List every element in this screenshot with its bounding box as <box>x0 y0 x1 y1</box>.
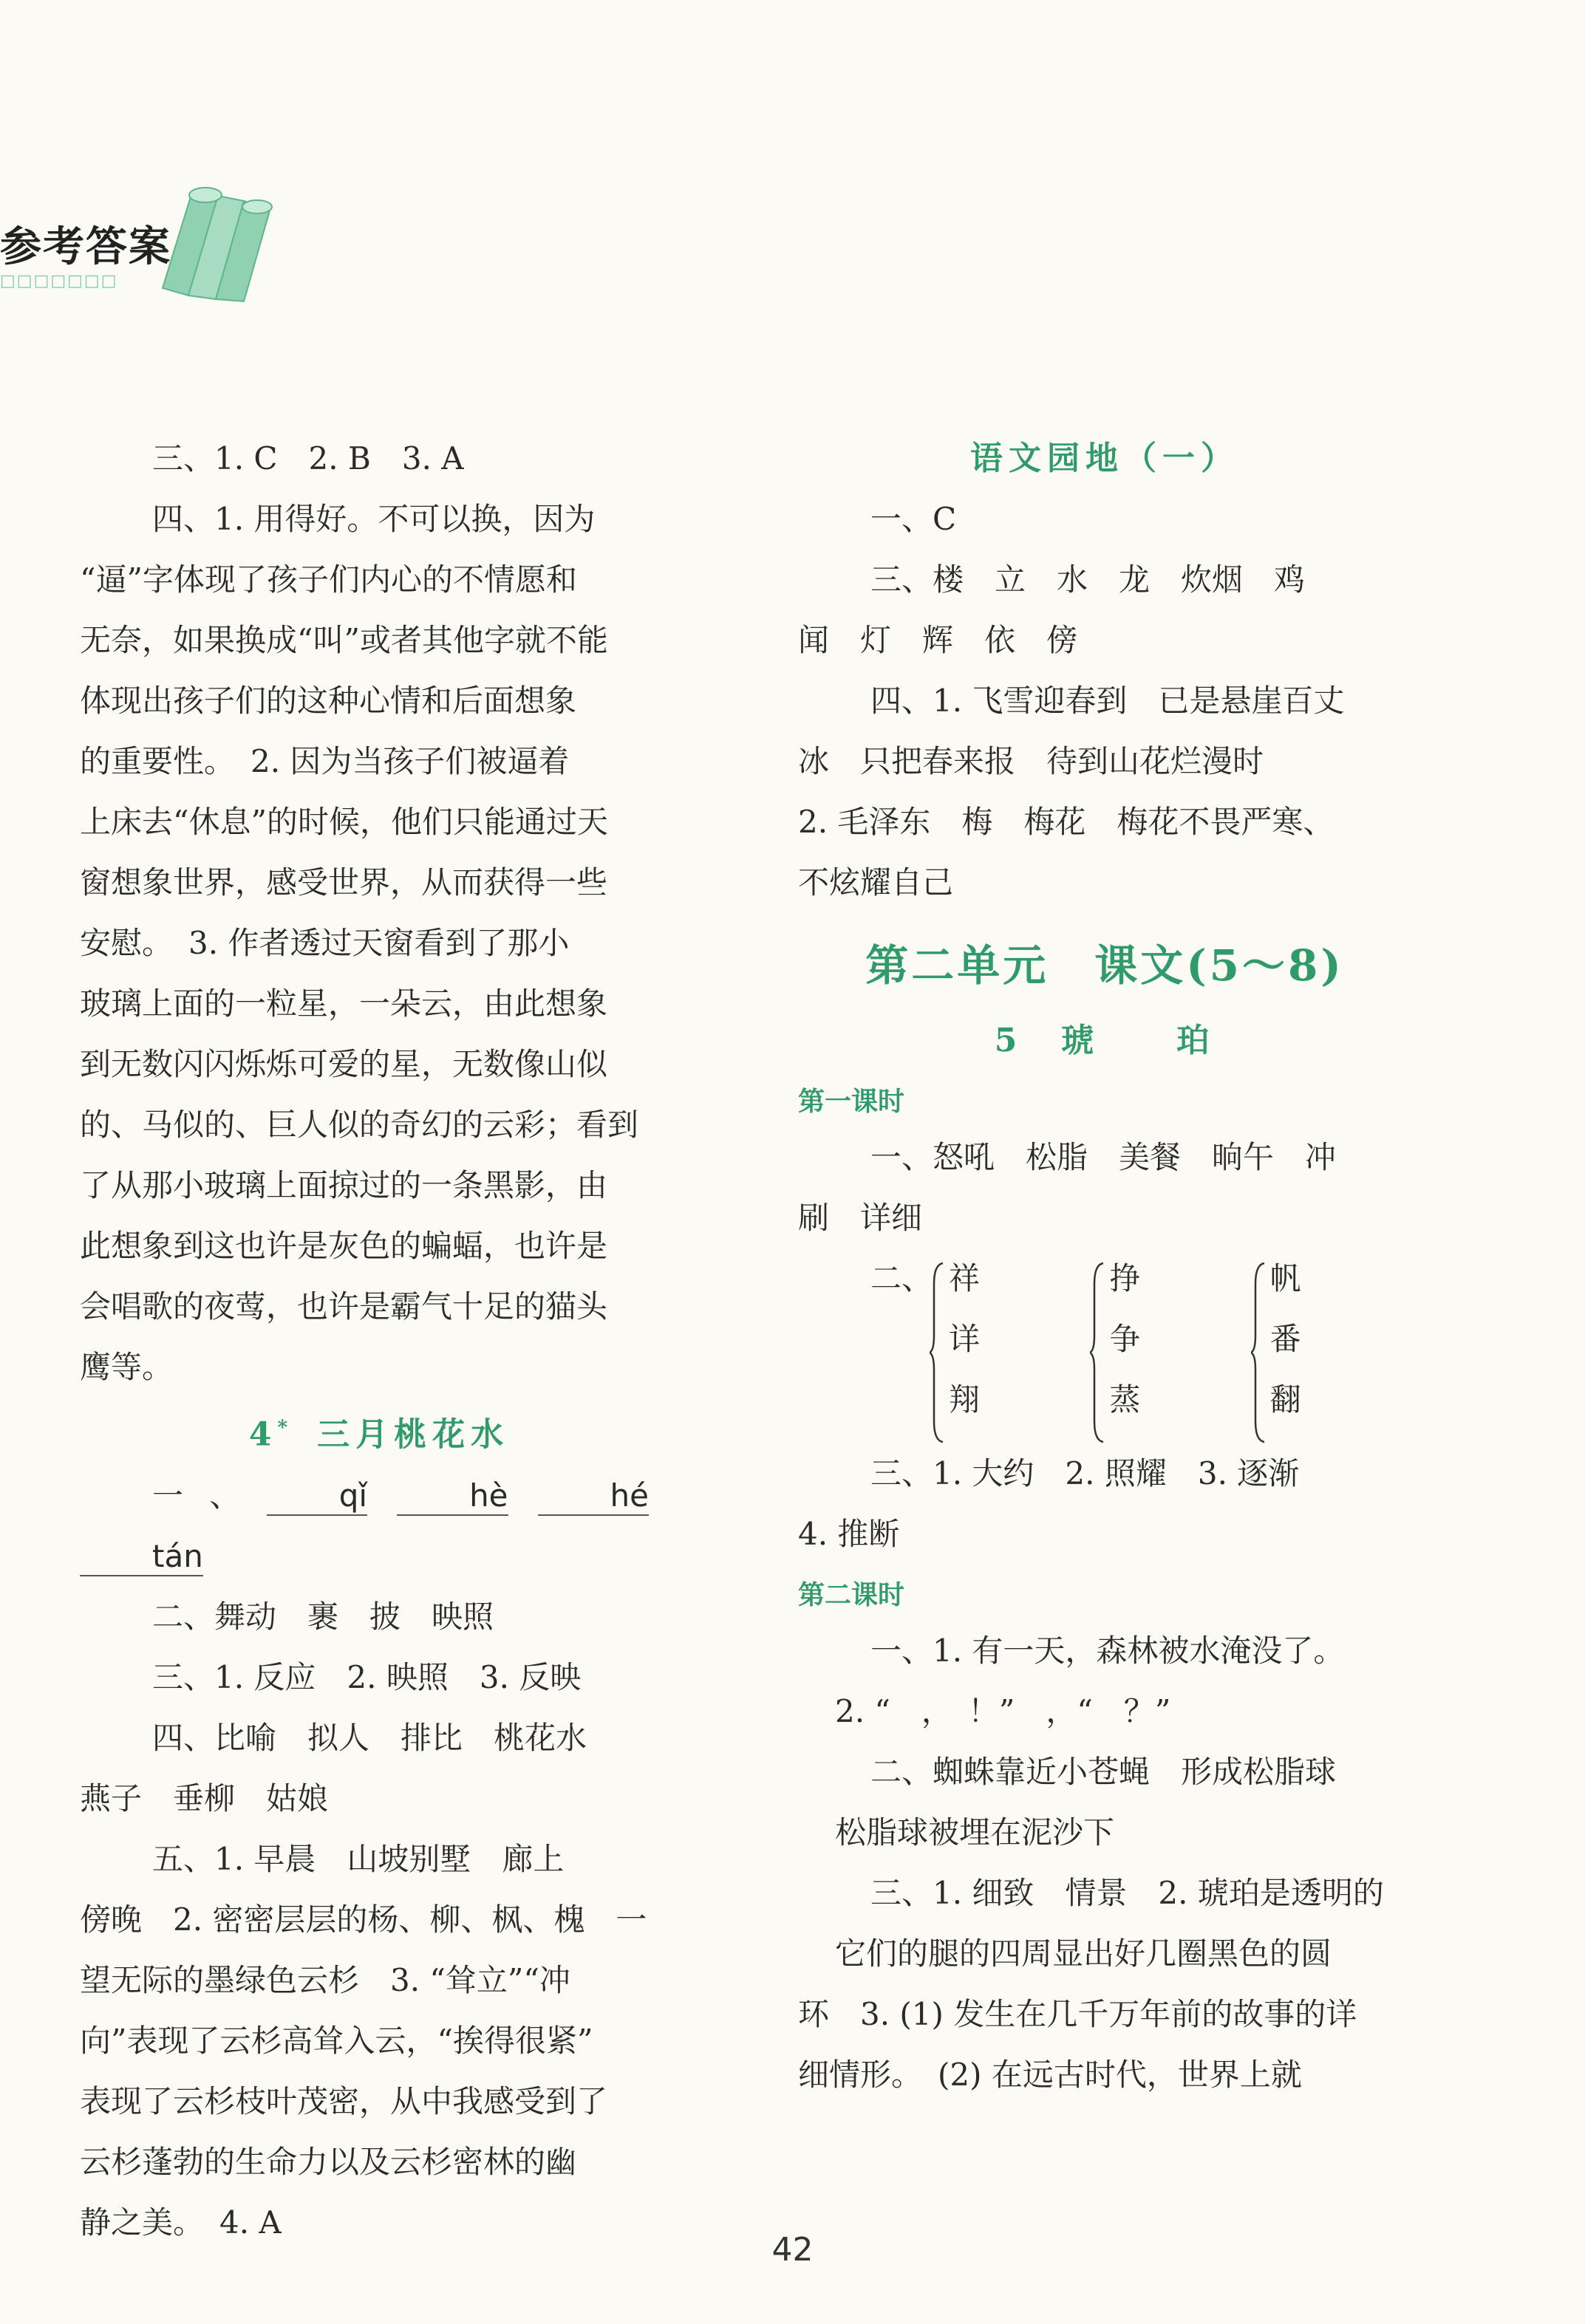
left-brace-icon <box>1251 1262 1267 1443</box>
brace-group-2: 挣 争 蒸 <box>1090 1248 1250 1443</box>
brace-group-1: 祥 详 翔 <box>930 1248 1090 1443</box>
pinyin-1: qǐ <box>267 1477 367 1516</box>
answer-yi-pinyin: 一、 qǐ hè hétán <box>80 1466 678 1587</box>
pinyin-4: tán <box>80 1538 203 1576</box>
lesson-5-title: 5 琥 珀 <box>994 1022 1216 1059</box>
answer-l2-yi: 一、1. 有一天，森林被水淹没了。 2. “ ， ！” ，“ ？” <box>835 1633 1345 1729</box>
answer-wu: 五、1. 早晨 山坡别墅 廊上 傍晚 2. 密密层层的杨、柳、枫、槐 一 望无际的墨绿色云杉 3. “耸立”“冲 向”表现了云杉高耸入云，“挨得很紧” 表现了云杉枝叶茂密，从中我感受到了 云杉蓬勃的生命力以及云杉密林的幽 静之美。 4. A <box>80 1840 647 2241</box>
left-brace-icon <box>1090 1262 1106 1443</box>
answer-si-2: 四、比喻 拟人 排比 桃花水 燕子 垂柳 姑娘 <box>80 1719 587 1817</box>
pinyin-3: hé <box>538 1477 649 1516</box>
left-column <box>80 428 678 2253</box>
answer-si: 四、1. 用得好。不可以换，因为 “逼”字体现了孩子们内心的不情愿和 无奈，如果换成“叫”或者其他字就不能 体现出孩子们的这种心情和后面想象 的重要性。 2. 因为当孩子们被逼着 上床去“休息”的时候，他们只能通过天 窗想象世界，感受世界，从而获得一些 安慰。 3. 作者透过天窗看到了那小 玻璃上面的一粒星，一朵云，由此想象 到无数闪闪烁烁可爱的星，无数像山似 的、马似的、巨人似的奇幻的云彩；看到 了从那小玻璃上面掠过的一条黑影，由 此想象到这也许是灰色的蝙蝠，也许是 会唱歌的夜莺，也许是霸气十足的猫头 鹰等。 <box>80 501 639 1385</box>
yuwen-yuandi-title: 语文园地（一） <box>970 440 1239 477</box>
section-title: 参考答案 <box>0 222 171 271</box>
brace-group-3: 帆 番 翻 <box>1251 1248 1411 1443</box>
answer-l2-er: 二、蜘蛛靠近小苍蝇 形成松脂球 松脂球被埋在泥沙下 <box>835 1754 1337 1850</box>
right-column <box>798 428 1411 2105</box>
unit-title: 第二单元 课文(5～8) <box>865 940 1344 991</box>
answer-san-2: 三、1. 反应 2. 映照 3. 反映 <box>152 1658 582 1695</box>
answer-l1-yi: 一、怒吼 松脂 美餐 晌午 冲 刷 详细 <box>798 1139 1337 1236</box>
answer-r-si: 四、1. 飞雪迎春到 已是悬崖百丈 冰 只把春来报 待到山花烂漫时 2. 毛泽东 梅 梅花 梅花不畏严寒、 不炫耀自己 <box>798 683 1345 900</box>
pinyin-2: hè <box>397 1477 508 1516</box>
page-header <box>0 163 296 310</box>
answer-r-san: 三、楼 立 水 龙 炊烟 鸡 闻 灯 辉 依 傍 <box>798 561 1306 658</box>
decorative-dots: □□□□□□□ <box>0 272 118 290</box>
page-number: 42 <box>771 2231 814 2269</box>
lesson-1-heading: 第一课时 <box>798 1086 905 1117</box>
answer-l1-er-braces: 二、 祥 详 翔 挣 争 蒸 帆 番 翻 <box>870 1248 1411 1443</box>
lesson-2-heading: 第二课时 <box>798 1579 905 1610</box>
left-brace-icon <box>930 1262 946 1443</box>
lesson-4-title: 4* 三月桃花水 <box>248 1415 510 1454</box>
answer-r-yi: 一、C <box>870 501 957 537</box>
answer-er: 二、舞动 裹 披 映照 <box>152 1598 494 1635</box>
answer-san: 三、1. C 2. B 3. A <box>152 440 464 476</box>
answer-l1-san: 三、1. 大约 2. 照耀 3. 逐渐 4. 推断 <box>798 1455 1300 1552</box>
answer-l2-san: 三、1. 细致 情景 2. 琥珀是透明的 它们的腿的四周显出好几圈黑色的圆 环 3. (1) 发生在几千万年前的故事的详 细情形。 (2) 在远古时代，世界上就 <box>798 1875 1384 2093</box>
